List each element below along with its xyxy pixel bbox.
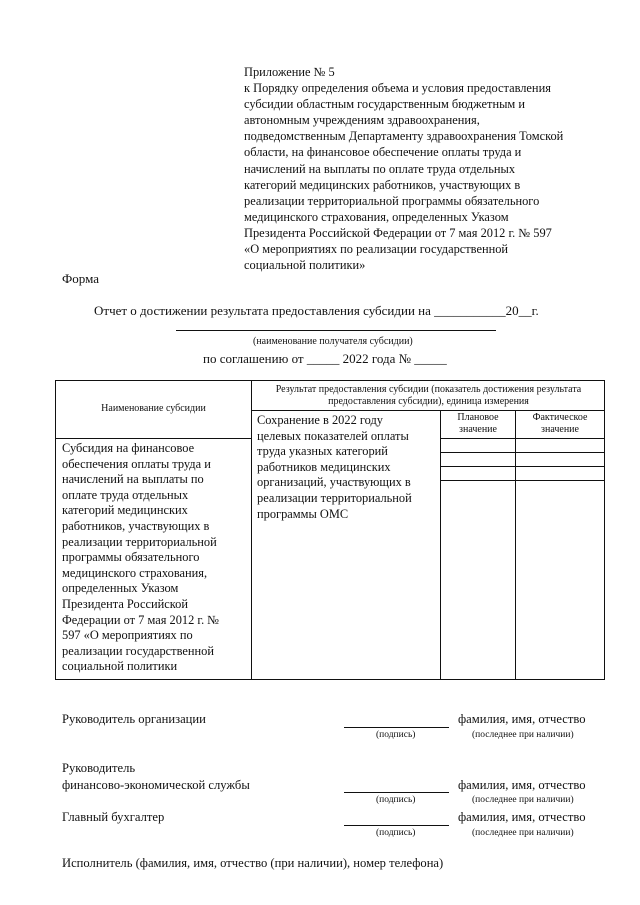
accountant-sign-caption: (подпись) bbox=[376, 828, 416, 838]
report-table bbox=[55, 380, 605, 680]
appendix-line: медицинского страхования, определенных Указом bbox=[244, 209, 509, 224]
subsidy-line: реализации государственной bbox=[62, 643, 214, 658]
subsidy-line: 597 «О мероприятиях по bbox=[62, 628, 193, 643]
subsidy-line: обеспечения оплаты труда и bbox=[62, 456, 211, 471]
subsidy-line: Субсидия на финансовое bbox=[62, 441, 195, 455]
subsidy-line: начислений на выплаты по bbox=[62, 472, 204, 487]
finance-fio-label: фамилия, имя, отчество bbox=[458, 778, 586, 792]
subsidy-name-cell bbox=[62, 441, 250, 675]
accountant-fio-label: фамилия, имя, отчество bbox=[458, 810, 586, 824]
appendix-line: начислений на выплаты по оплате труда отдельных bbox=[244, 161, 516, 176]
header-planned: Плановое значение bbox=[457, 412, 499, 435]
accountant-signature-line bbox=[344, 825, 449, 826]
appendix-line: реализации территориальной программы обязательного bbox=[244, 193, 540, 208]
table-divider bbox=[440, 480, 604, 481]
subsidy-line: Президента Российской bbox=[62, 596, 188, 611]
result-line: организаций, участвующих в bbox=[257, 475, 411, 490]
head-label: Руководитель организации bbox=[62, 712, 206, 726]
appendix-line: области, на финансовое обеспечение оплаты труда и bbox=[244, 145, 522, 160]
finance-sign-caption: (подпись) bbox=[376, 795, 416, 805]
finance-signature-line bbox=[344, 792, 449, 793]
result-line: работников медицинских bbox=[257, 459, 391, 474]
head-fio-label: фамилия, имя, отчество bbox=[458, 712, 586, 726]
head-signature-line bbox=[344, 727, 449, 728]
table-divider bbox=[440, 452, 604, 453]
table-divider bbox=[56, 438, 251, 439]
agreement-line: по соглашению от _____ 2022 года № _____ bbox=[203, 351, 447, 366]
table-divider bbox=[440, 410, 441, 679]
subsidy-line: категорий медицинских bbox=[62, 503, 188, 518]
appendix-line: Приложение № 5 bbox=[244, 65, 335, 79]
accountant-label: Главный бухгалтер bbox=[62, 810, 165, 824]
form-label: Форма bbox=[62, 271, 99, 286]
finance-label-line1: Руководитель bbox=[62, 761, 136, 775]
table-divider bbox=[251, 410, 604, 411]
subsidy-line: работников, участвующих в bbox=[62, 518, 210, 533]
result-cell bbox=[257, 413, 439, 522]
header-result: Результат предоставления субсидии (показатель достижения результата предоставления субсидии), единица измерения bbox=[275, 384, 582, 407]
head-sign-caption: (подпись) bbox=[376, 730, 416, 740]
appendix-line: социальной политики» bbox=[244, 258, 366, 273]
result-line: программы ОМС bbox=[257, 506, 349, 521]
appendix-line: подведомственным Департаменту здравоохранения Томской bbox=[244, 129, 564, 144]
head-fio-caption: (последнее при наличии) bbox=[472, 730, 574, 740]
subsidy-line: социальной политики bbox=[62, 659, 178, 674]
subsidy-line: медицинского страхования, bbox=[62, 565, 208, 580]
result-line: реализации территориальной bbox=[257, 490, 412, 505]
report-title: Отчет о достижении результата предоставления субсидии на ___________20__г. bbox=[94, 303, 539, 318]
appendix-block bbox=[244, 64, 604, 273]
table-divider bbox=[515, 410, 516, 679]
subsidy-line: Федерации от 7 мая 2012 г. № bbox=[62, 612, 220, 627]
table-divider bbox=[440, 466, 604, 467]
accountant-fio-caption: (последнее при наличии) bbox=[472, 828, 574, 838]
appendix-line: «О мероприятиях по реализации государственной bbox=[244, 242, 509, 257]
subsidy-line: программы обязательного bbox=[62, 550, 200, 565]
subsidy-line: оплате труда отдельных bbox=[62, 487, 189, 502]
executor-line: Исполнитель (фамилия, имя, отчество (при наличии), номер телефона) bbox=[62, 856, 444, 870]
appendix-line: автономным учреждениям здравоохранения, bbox=[244, 113, 480, 128]
table-divider bbox=[440, 438, 604, 439]
appendix-line: Президента Российской Федерации от 7 мая 2012 г. № 597 bbox=[244, 225, 552, 240]
subsidy-line: определенных Указом bbox=[62, 581, 179, 596]
result-line: целевых показателей оплаты bbox=[257, 428, 409, 443]
header-actual: Фактическое значение bbox=[532, 412, 588, 435]
finance-label-line2: финансово-экономической службы bbox=[62, 778, 250, 792]
result-line: труда указных категорий bbox=[257, 444, 388, 459]
table-divider bbox=[251, 381, 252, 679]
header-subsidy-name: Наименование субсидии bbox=[101, 403, 206, 414]
appendix-line: субсидии областным государственным бюджетным и bbox=[244, 97, 525, 112]
subsidy-line: реализации территориальной bbox=[62, 534, 217, 549]
appendix-line: категорий медицинских работников, участвующих в bbox=[244, 177, 521, 192]
result-line: Сохранение в 2022 году bbox=[257, 413, 383, 427]
appendix-line: к Порядку определения объема и условия предоставления bbox=[244, 81, 551, 96]
finance-fio-caption: (последнее при наличии) bbox=[472, 795, 574, 805]
recipient-name-line bbox=[176, 330, 496, 331]
recipient-caption: (наименование получателя субсидии) bbox=[253, 336, 413, 347]
